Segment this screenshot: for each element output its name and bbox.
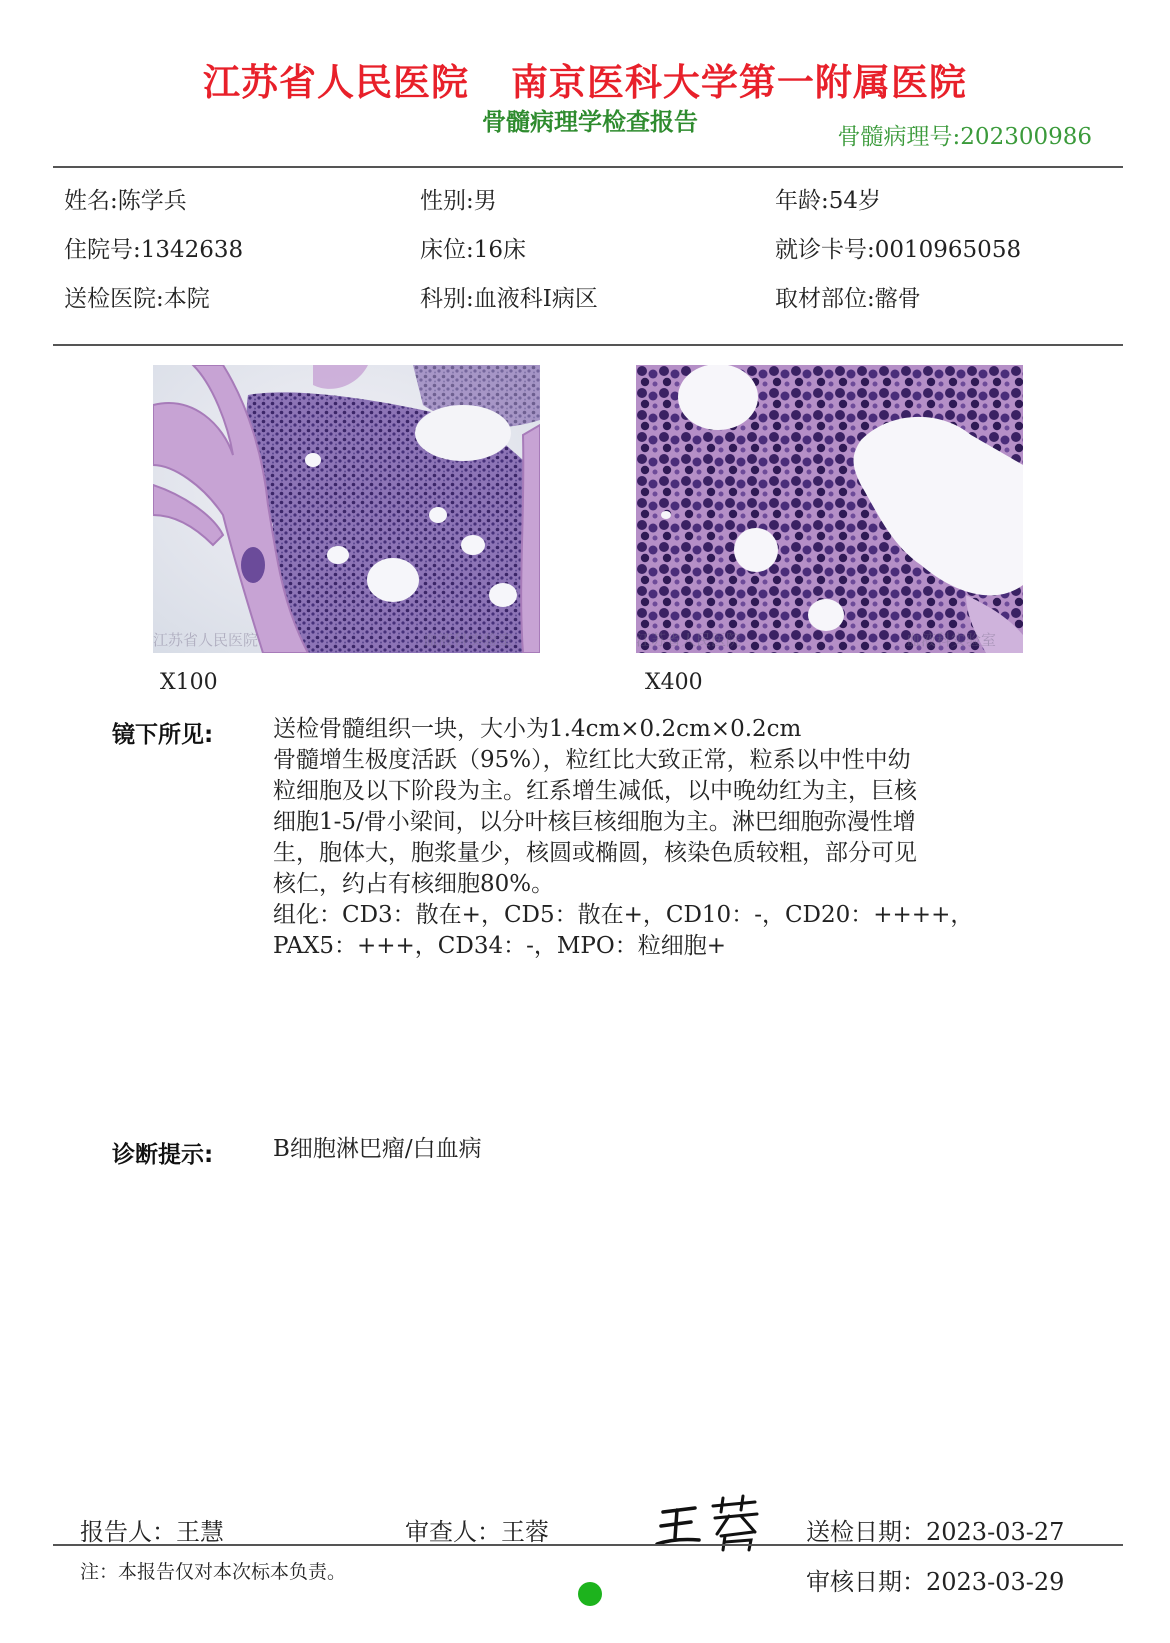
- findings-line: 组化：CD3：散在+，CD5：散在+，CD10：-，CD20：++++，: [273, 902, 974, 928]
- status-indicator-dot: [578, 1582, 602, 1606]
- magnification-x400: X400: [645, 670, 703, 695]
- hospital-name-1: 江苏省人民医院: [203, 61, 470, 104]
- findings-line: 骨髓增生极度活跃（95%），粒红比大致正常，粒系以中性中幼: [273, 747, 911, 773]
- magnification-x100: X100: [160, 670, 218, 695]
- findings-line: 粒细胞及以下阶段为主。红系增生减低，以中晚幼红为主，巨核: [273, 778, 917, 804]
- footer-divider: [53, 1544, 1123, 1546]
- micrograph-x400: [636, 365, 1023, 653]
- watermark-right-1: 江苏省人民医院: [636, 631, 742, 649]
- watermark-left-2: 血液科实验室: [423, 631, 514, 649]
- watermark-right-2: 血液科实验室: [906, 631, 997, 649]
- findings-label: 镜下所见:: [112, 722, 214, 748]
- watermark-left-1: 江苏省人民医院: [153, 631, 259, 649]
- diagnosis-text: B细胞淋巴瘤/白血病: [273, 1136, 482, 1162]
- footer-note: 注：本报告仅对本次标本负责。: [80, 1561, 347, 1583]
- findings-text: [273, 714, 973, 962]
- hospital-name: [0, 52, 1170, 106]
- sampling-site: 取材部位:髂骨: [775, 286, 921, 312]
- header-divider: [53, 166, 1123, 168]
- patient-age: 年龄:54岁: [775, 188, 882, 214]
- department: 科别:血液科I病区: [420, 286, 598, 312]
- reporter: 报告人：王慧: [80, 1518, 224, 1546]
- reviewer: 审查人：王蓉: [405, 1518, 549, 1546]
- findings-line: PAX5：+++，CD34：-，MPO：粒细胞+: [273, 933, 727, 959]
- patient-name: 姓名:陈学兵: [64, 188, 187, 214]
- findings-line: 生，胞体大，胞浆量少，核圆或椭圆，核染色质较粗，部分可见: [273, 840, 917, 866]
- info-divider: [53, 344, 1123, 346]
- review-date: 审核日期：2023-03-29: [806, 1568, 1065, 1596]
- micrograph-x100: [153, 365, 540, 653]
- bed-number: 床位:16床: [420, 237, 527, 263]
- pathology-number: 骨髓病理号:202300986: [837, 124, 1092, 150]
- findings-line: 送检骨髓组织一块，大小为1.4cm×0.2cm×0.2cm: [273, 716, 802, 742]
- findings-line: 核仁，约占有核细胞80%。: [273, 871, 555, 897]
- card-number: 就诊卡号:0010965058: [775, 237, 1022, 263]
- submitting-hospital: 送检医院:本院: [64, 286, 210, 312]
- inpatient-number: 住院号:1342638: [64, 237, 244, 263]
- diagnosis-label: 诊断提示:: [112, 1142, 214, 1168]
- submit-date: 送检日期：2023-03-27: [806, 1518, 1065, 1546]
- findings-line: 细胞1-5/骨小梁间，以分叶核巨核细胞为主。淋巴细胞弥漫性增: [273, 809, 916, 835]
- patient-sex: 性别:男: [420, 188, 497, 214]
- hospital-name-2: 南京医科大学第一附属医院: [510, 61, 967, 104]
- report-title: 骨髓病理学检查报告: [482, 108, 698, 136]
